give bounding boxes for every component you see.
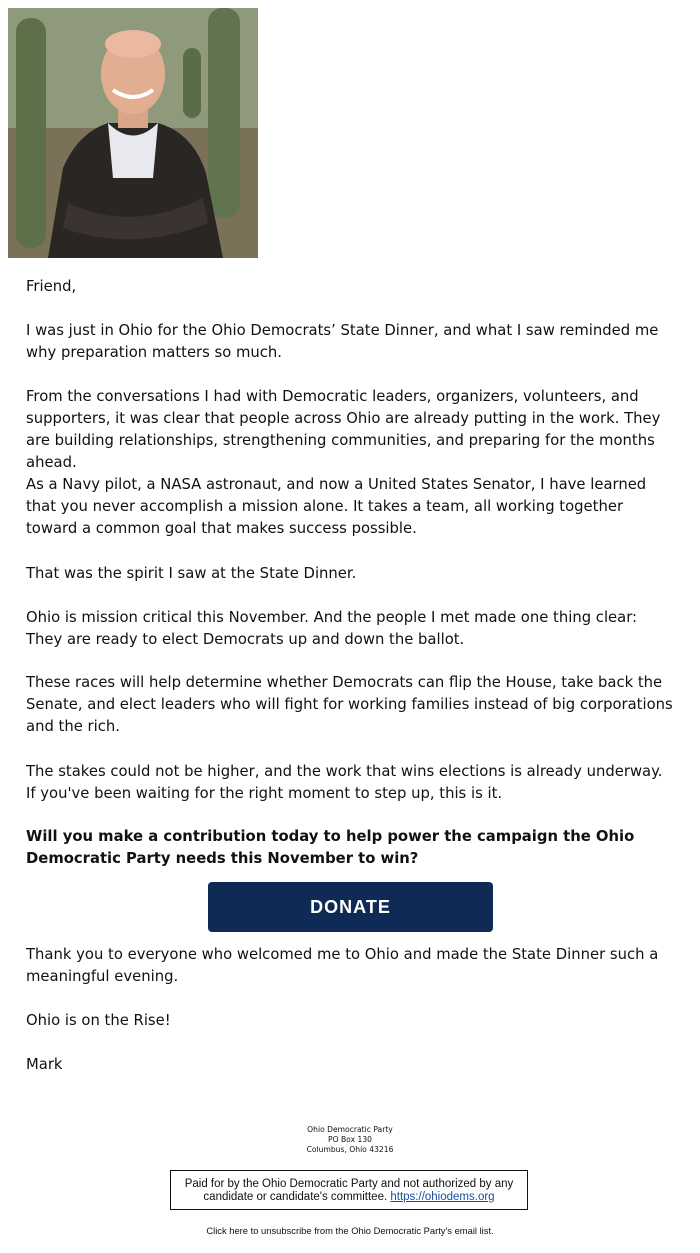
paragraph [26,320,676,364]
paragraph-text: I was just in Ohio for the Ohio Democrats’ State Dinner, and what I saw reminded me why preparation matters so much. [26,322,659,361]
portrait-image [8,8,258,258]
paragraph-text: That was the spirit I saw at the State Dinner. [26,565,357,582]
po-box: PO Box 130 [328,1135,372,1144]
paragraph [26,563,676,585]
paragraph-text: The stakes could not be higher, and the work that wins elections is already underway. If you've been waiting for the right moment to step up, this is it. [26,763,663,802]
paragraph [26,607,676,651]
paragraph [26,672,676,738]
ask-text: Will you make a contribution today to help power the campaign the Ohio Democratic Party needs this November to win? [26,828,635,867]
unsubscribe-link[interactable]: Click here to unsubscribe from the Ohio Democratic Party's email list. [206,1225,494,1236]
ohiodems-link[interactable]: https://ohiodems.org [390,1191,495,1203]
greeting: Friend, [26,278,77,295]
donate-button[interactable]: DONATE [208,882,493,932]
paragraph [26,474,676,540]
email-body [26,276,676,298]
paragraph [26,1010,676,1032]
paid-for-text: Paid for by the Ohio Democratic Party and not authorized by any candidate or candidate's committee. [184,1178,514,1203]
mailing-address [0,1125,700,1155]
org-name: Ohio Democratic Party [307,1125,393,1134]
paragraph [26,386,676,474]
paragraph-text: Ohio is mission critical this November. And the people I met made one thing clear: They are ready to elect Democrats up and down the ballot. [26,609,638,648]
paragraph [26,761,676,805]
signature-text: Mark [26,1056,63,1073]
paragraph-text: From the conversations I had with Democratic leaders, organizers, volunteers, and supporters, it was clear that people across Ohio are already putting in the work. They are building relationships, strengthening communities, and preparing for the months ahead. [26,388,661,471]
paragraph-text: Thank you to everyone who welcomed me to Ohio and made the State Dinner such a meaningful evening. [26,946,659,985]
paragraph-text: As a Navy pilot, a NASA astronaut, and now a United States Senator, I have learned that you never accomplish a mission alone. It takes a team, all working together toward a common goal that makes success possible. [26,476,647,537]
paragraph-text: These races will help determine whether Democrats can flip the House, take back the Senate, and elect leaders who will fight for working families instead of big corporations and the rich. [26,674,673,735]
paid-for-disclaimer [170,1170,528,1210]
header-photo [8,8,258,258]
paragraph-text: Ohio is on the Rise! [26,1012,171,1029]
contribution-ask [26,826,676,870]
signature [26,1054,676,1076]
city-line: Columbus, Ohio 43216 [306,1145,394,1154]
paragraph [26,944,676,988]
